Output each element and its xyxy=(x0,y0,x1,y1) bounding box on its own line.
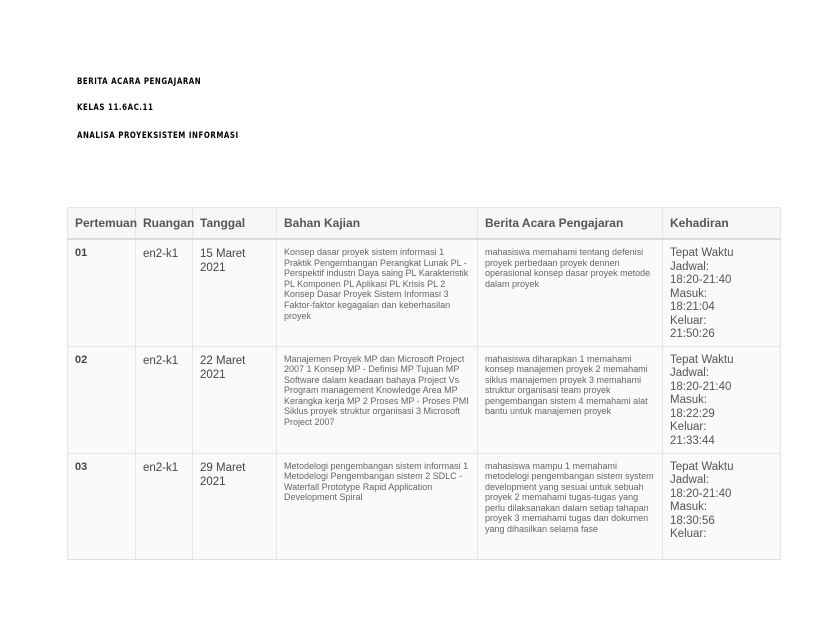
column-header-bahan-kajian: Bahan Kajian xyxy=(277,208,478,240)
document-title: BERITA ACARA PENGAJARAN xyxy=(77,77,202,87)
class-label: KELAS 11.6AC.11 xyxy=(77,103,154,113)
attendance-status: Tepat Waktu xyxy=(670,247,734,259)
table-row xyxy=(68,453,781,559)
check-in-label: Masuk: xyxy=(670,287,708,300)
table-row xyxy=(68,346,781,453)
table-header-row xyxy=(68,208,781,240)
cell-bahan-kajian: Metodelogi pengembangan sistem informasi 1 Metodelogi Pengembangan sistem 2 SDLC - Waterfall Prototype Rapid Application Development Spiral xyxy=(277,453,478,559)
cell-berita-acara: mahasiswa memahami tentang defenisi proyek perbedaan proyek dennen operasional konsep dasar proyek metode dalam proyek xyxy=(478,239,663,346)
schedule-value: 18:20-21:40 xyxy=(670,380,732,393)
cell-ruangan: en2-k1 xyxy=(136,239,193,346)
check-out-value: 21:50:26 xyxy=(670,328,715,340)
check-out-label: Keluar: xyxy=(670,421,707,433)
cell-kehadiran xyxy=(663,239,781,346)
schedule-label: Jadwal: xyxy=(670,474,709,486)
schedule-value: 18:20-21:40 xyxy=(670,274,732,286)
cell-pertemuan: 03 xyxy=(68,453,136,559)
schedule-label: Jadwal: xyxy=(670,367,709,379)
cell-kehadiran xyxy=(663,346,781,453)
check-out-label: Keluar: xyxy=(670,528,707,540)
cell-berita-acara: mahasiswa diharapkan 1 memahami konsep manajemen proyek 2 memahami siklus manajemen proyek 3 memahami struktur organisasi team proyek pengembangan sistem 4 memahami alat bantu untuk manajemen proyek xyxy=(478,346,663,453)
cell-bahan-kajian: Konsep dasar proyek sistem informasi 1 Praktik Pengembangan Perangkat Lunak PL - Perspektif industri Daya saing PL Karakteristik PL Komponen PL Aplikasi PL Krisis PL 2 Konsep Dasar Proyek Sistem Informasi 3 Faktor-faktor kegagalan dan keberhasilan proyek xyxy=(277,239,478,346)
cell-pertemuan: 02 xyxy=(68,346,136,453)
cell-tanggal: 22 Maret 2021 xyxy=(193,346,277,453)
cell-ruangan: en2-k1 xyxy=(136,346,193,453)
cell-tanggal: 15 Maret 2021 xyxy=(193,239,277,346)
check-in-value: 18:22:29 xyxy=(670,407,715,420)
schedule-label: Jadwal: xyxy=(670,260,709,273)
check-in-label: Masuk: xyxy=(670,394,708,406)
check-in-value: 18:30:56 xyxy=(670,514,715,527)
table-row xyxy=(68,239,781,346)
check-out-value: 21:33:44 xyxy=(670,434,715,447)
column-header-pertemuan: Pertemuan xyxy=(68,208,136,240)
attendance-status: Tepat Waktu xyxy=(670,460,734,473)
subject-label: ANALISA PROYEKSISTEM INFORMASI xyxy=(77,131,239,141)
cell-ruangan: en2-k1 xyxy=(136,453,193,559)
column-header-tanggal: Tanggal xyxy=(193,208,277,240)
cell-kehadiran xyxy=(663,453,781,559)
column-header-kehadiran: Kehadiran xyxy=(663,208,781,240)
cell-bahan-kajian: Manajemen Proyek MP dan Microsoft Project 2007 1 Konsep MP - Definisi MP Tujuan MP Software dalam keadaan bahaya Project Vs Program management Knowledge Area MP Kerangka kerja MP 2 Proses MP - Proses PMI Siklus proyek struktur organisasi 3 Microsoft Project 2007 xyxy=(277,346,478,453)
cell-berita-acara: mahasiswa mampu 1 memahami metodelogi pengembangan sistem system development yang sesuai untuk sebuah proyek 2 memahami tugas-tugas yang perlu dilaksanakan dalam setiap tahapan proyek 3 memahami tugas dan dokumen yang dihasilkan selama fase xyxy=(478,453,663,559)
schedule-value: 18:20-21:40 xyxy=(670,487,732,500)
attendance-table xyxy=(67,207,781,560)
check-out-label: Keluar: xyxy=(670,314,707,327)
column-header-berita-acara: Berita Acara Pengajaran xyxy=(478,208,663,240)
cell-pertemuan: 01 xyxy=(68,239,136,346)
check-in-label: Masuk: xyxy=(670,501,708,513)
attendance-status: Tepat Waktu xyxy=(670,353,734,366)
check-in-value: 18:21:04 xyxy=(670,301,715,313)
column-header-ruangan: Ruangan xyxy=(136,208,193,240)
cell-tanggal: 29 Maret 2021 xyxy=(193,453,277,559)
